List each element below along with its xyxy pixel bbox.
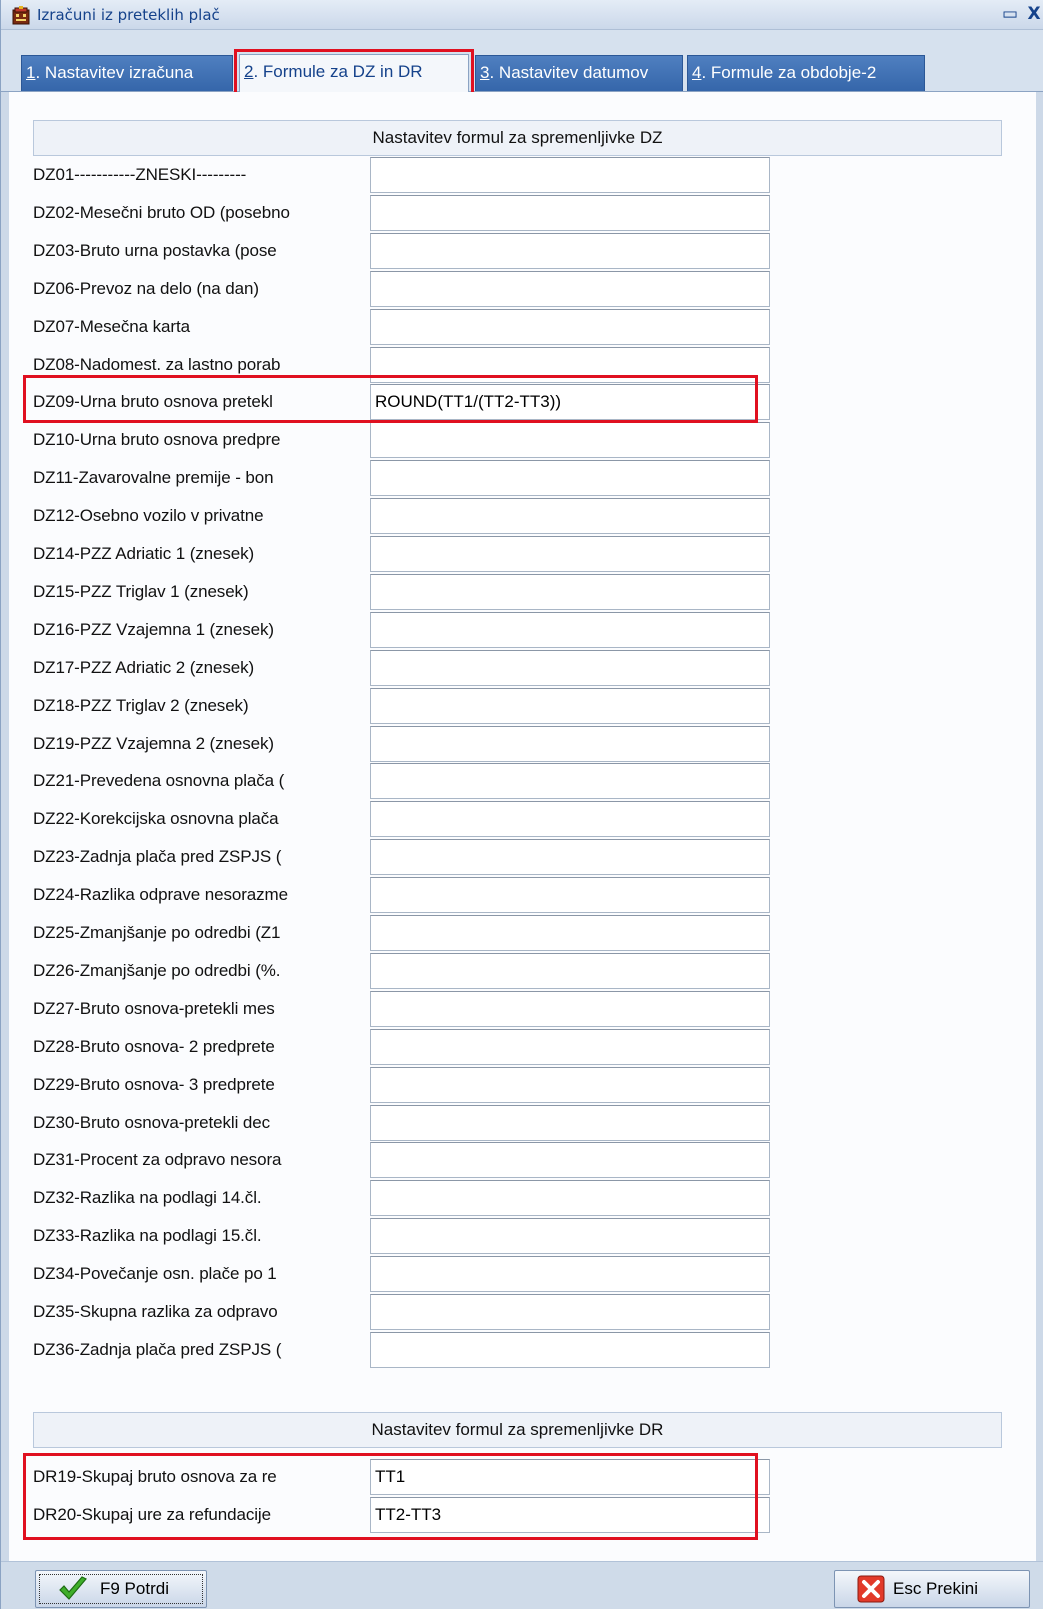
form-row [33,573,773,611]
formula-input[interactable] [370,650,770,686]
field-label: DZ36-Zadnja plača pred ZSPJS ( [33,1339,282,1359]
button-bar [1,1561,1043,1609]
form-row [33,1217,773,1255]
form-row [33,914,773,952]
formula-input[interactable] [370,1218,770,1254]
form-row [33,459,773,497]
form-row [33,421,773,459]
confirm-button-label: F9 Potrdi [100,1579,169,1598]
tab-nastavitev-datumov[interactable]: 3. Nastavitev datumov [475,55,683,91]
field-label: DZ22-Korekcijska osnovna plača [33,809,279,829]
field-label: DZ12-Osebno vozilo v privatne [33,506,264,526]
tab-formule-obdobje-2[interactable]: 4. Formule za obdobje-2 [687,55,925,91]
form-row [33,687,773,725]
formula-input[interactable] [370,1180,770,1216]
formula-input[interactable] [370,1294,770,1330]
tab-strip [1,30,1043,92]
tab-nastavitev-izracuna[interactable]: 1. Nastavitev izračuna [21,55,233,91]
form-row [33,156,773,194]
field-label: DZ21-Prevedena osnovna plača ( [33,771,285,791]
field-label: DZ10-Urna bruto osnova predpre [33,430,281,450]
formula-input[interactable] [370,991,770,1027]
field-label: DZ11-Zavarovalne premije - bon [33,468,274,488]
field-label: DZ23-Zadnja plača pred ZSPJS ( [33,847,282,867]
form-row [33,308,773,346]
form-row [33,1255,773,1293]
form-row [33,990,773,1028]
cancel-button[interactable] [834,1570,1030,1608]
tab-formule-dz-dr[interactable]: 2. Formule za DZ in DR [239,54,469,92]
field-label: DZ08-Nadomest. za lastno porab [33,354,281,374]
formula-input[interactable] [370,763,770,799]
formula-input[interactable] [370,233,770,269]
form-row [33,1066,773,1104]
form-row [33,1179,773,1217]
formula-input[interactable] [370,915,770,951]
form-row [33,1293,773,1331]
field-label: DZ25-Zmanjšanje po odredbi (Z1 [33,923,281,942]
form-row [33,1104,773,1142]
form-row [33,762,773,800]
cancel-x-icon [857,1575,885,1603]
form-row [33,194,773,232]
maximize-icon[interactable]: ▭ [1001,4,1019,24]
form-row [33,876,773,914]
field-label: DZ28-Bruto osnova- 2 predprete [33,1036,275,1056]
formula-input[interactable] [370,347,770,383]
formula-input[interactable] [370,801,770,837]
checkmark-icon [58,1576,88,1602]
formula-input[interactable] [370,1332,770,1368]
form-row [33,1458,773,1496]
field-label: DZ35-Skupna razlika za odpravo [33,1302,278,1321]
formula-input[interactable] [370,1256,770,1292]
formula-input[interactable]: TT1 [370,1459,770,1495]
field-label: DZ31-Procent za odpravo nesora [33,1150,282,1170]
section-header-dz: Nastavitev formul za spremenljivke DZ [33,120,1002,156]
field-label: DZ26-Zmanjšanje po odredbi (%. [33,960,281,980]
form-row [33,1141,773,1179]
form-row [33,1028,773,1066]
field-label: DZ16-PZZ Vzajemna 1 (znesek) [33,619,274,639]
formula-input[interactable]: TT2-TT3 [370,1497,770,1533]
formula-input[interactable] [370,1029,770,1065]
formula-input[interactable] [370,157,770,193]
close-icon[interactable]: X [1027,4,1041,24]
field-label: DR20-Skupaj ure za refundacije [33,1504,271,1524]
field-label: DR19-Skupaj bruto osnova za re [33,1467,277,1486]
form-row [33,1496,773,1534]
formula-input[interactable] [370,309,770,345]
window-title: Izračuni iz preteklih plač [37,6,220,24]
form-row [33,270,773,308]
formula-input[interactable] [370,271,770,307]
title-bar[interactable] [1,0,1043,30]
formula-input[interactable] [370,1105,770,1141]
formula-input[interactable] [370,1067,770,1103]
formula-input[interactable] [370,726,770,762]
form-row [33,611,773,649]
formula-input[interactable] [370,536,770,572]
field-label: DZ03-Bruto urna postavka (pose [33,240,277,260]
field-label: DZ14-PZZ Adriatic 1 (znesek) [33,544,255,563]
field-label: DZ29-Bruto osnova- 3 predprete [33,1074,275,1094]
field-label: DZ33-Razlika na podlagi 15.čl. [33,1226,262,1246]
field-label: DZ17-PZZ Adriatic 2 (znesek) [33,657,255,677]
formula-input[interactable] [370,1142,770,1178]
formula-input[interactable] [370,688,770,724]
app-icon [11,5,31,25]
form-row [33,232,773,270]
form-row [33,497,773,535]
field-label: DZ06-Prevoz na delo (na dan) [33,278,259,298]
formula-input[interactable] [370,839,770,875]
form-row [33,346,773,384]
formula-input[interactable] [370,498,770,534]
formula-input[interactable] [370,574,770,610]
form-row [33,725,773,763]
formula-input[interactable] [370,953,770,989]
formula-input[interactable] [370,877,770,913]
formula-input[interactable] [370,195,770,231]
formula-input[interactable] [370,422,770,458]
form-row [33,535,773,573]
form-row [33,1331,773,1369]
form-row [33,383,773,421]
field-label: DZ24-Razlika odprave nesorazme [33,885,288,905]
field-label: DZ07-Mesečna karta [33,316,190,336]
field-label: DZ02-Mesečni bruto OD (posebno [33,202,290,222]
form-row [33,952,773,990]
field-label: DZ30-Bruto osnova-pretekli dec [33,1112,271,1132]
field-label: DZ19-PZZ Vzajemna 2 (znesek) [33,733,274,753]
confirm-button[interactable] [35,1570,207,1608]
form-row [33,649,773,687]
formula-input[interactable] [370,612,770,648]
field-label: DZ32-Razlika na podlagi 14.čl. [33,1188,262,1208]
cancel-button-label: Esc Prekini [893,1579,979,1598]
form-row [33,838,773,876]
field-label: DZ01-----------ZNESKI--------- [33,165,247,184]
field-label: DZ27-Bruto osnova-pretekli mes [33,998,275,1018]
formula-input[interactable] [370,460,770,496]
form-row [33,800,773,838]
form-panel [9,92,1036,1561]
field-label: DZ09-Urna bruto osnova pretekl [33,392,273,412]
formula-input[interactable]: ROUND(TT1/(TT2-TT3)) [370,384,770,420]
section-header-dr: Nastavitev formul za spremenljivke DR [33,1412,1002,1448]
field-label: DZ18-PZZ Triglav 2 (znesek) [33,695,249,715]
field-label: DZ34-Povečanje osn. plače po 1 [33,1264,277,1284]
field-label: DZ15-PZZ Triglav 1 (znesek) [33,581,249,601]
